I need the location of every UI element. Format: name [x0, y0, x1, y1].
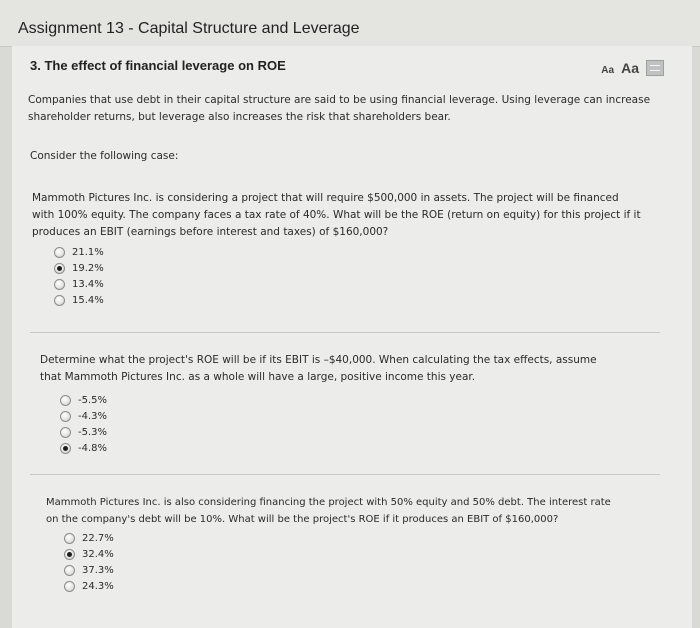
option-label: 21.1%	[72, 246, 104, 258]
case2-option[interactable]	[60, 424, 107, 440]
case2-option[interactable]	[60, 408, 107, 424]
case3-options	[64, 530, 114, 594]
option-label: 19.2%	[72, 262, 104, 274]
case1-option[interactable]	[54, 292, 104, 308]
case1-option[interactable]	[54, 260, 104, 276]
text-size-tools	[601, 60, 664, 76]
selected-dot	[63, 446, 68, 451]
option-label: 32.4%	[82, 548, 114, 560]
radio-button-selected[interactable]	[54, 263, 65, 274]
intro-paragraph: Companies that use debt in their capital structure are said to be using financial leverage. Using leverage can increase shareholder returns, but leverage also increases the risk that shareholders bear.	[28, 94, 651, 123]
case3-option[interactable]	[64, 578, 114, 594]
option-label: 13.4%	[72, 278, 104, 290]
option-label: 37.3%	[82, 564, 114, 576]
radio-button[interactable]	[60, 411, 71, 422]
question-heading: 3. The effect of financial leverage on ROE	[30, 58, 286, 73]
radio-button[interactable]	[54, 279, 65, 290]
radio-button[interactable]	[60, 395, 71, 406]
case2-option[interactable]	[60, 392, 107, 408]
option-label: 22.7%	[82, 532, 114, 544]
option-label: -4.3%	[78, 410, 108, 422]
page-icon[interactable]	[646, 60, 664, 76]
option-label: -4.8%	[78, 442, 108, 454]
option-label: -5.5%	[78, 394, 108, 406]
radio-button[interactable]	[64, 565, 75, 576]
case1-prompt: Mammoth Pictures Inc. is considering a project that will require $500,000 in assets. The project will be financed with 100% equity. The company faces a tax rate of 40%. What will be the ROE (return on equity) for this project if it produces an EBIT (earnings before interest and taxes) of $160,000?	[32, 192, 641, 238]
case1-option[interactable]	[54, 276, 104, 292]
option-label: -5.3%	[78, 426, 108, 438]
consider-label: Consider the following case:	[30, 150, 179, 162]
radio-button-selected[interactable]	[64, 549, 75, 560]
case3-prompt: Mammoth Pictures Inc. is also considering financing the project with 50% equity and 50% debt. The interest rate on the company's debt will be 10%. What will be the project's ROE if it produces an EBIT of $160,000?	[46, 497, 611, 525]
selected-dot	[67, 552, 72, 557]
case2-prompt: Determine what the project's ROE will be if its EBIT is –$40,000. When calculating the tax effects, assume that Mammoth Pictures Inc. as a whole will have a large, positive income this year.	[40, 354, 597, 383]
case3-option[interactable]	[64, 562, 114, 578]
radio-button[interactable]	[64, 581, 75, 592]
case3-option[interactable]	[64, 546, 114, 562]
option-label: 24.3%	[82, 580, 114, 592]
font-size-large-button[interactable]: Aa	[621, 60, 639, 76]
radio-button[interactable]	[54, 247, 65, 258]
font-size-small-button[interactable]: Aa	[601, 65, 615, 76]
option-label: 15.4%	[72, 294, 104, 306]
radio-button[interactable]	[54, 295, 65, 306]
section-divider	[30, 474, 660, 475]
selected-dot	[57, 266, 62, 271]
assignment-title: Assignment 13 - Capital Structure and Leverage	[18, 20, 360, 37]
case2-option[interactable]	[60, 440, 107, 456]
case1-option[interactable]	[54, 244, 104, 260]
radio-button[interactable]	[60, 427, 71, 438]
case3-option[interactable]	[64, 530, 114, 546]
section-divider	[30, 332, 660, 333]
radio-button-selected[interactable]	[60, 443, 71, 454]
case2-options	[60, 392, 107, 456]
question-card	[12, 46, 692, 628]
radio-button[interactable]	[64, 533, 75, 544]
case1-options	[54, 244, 104, 308]
